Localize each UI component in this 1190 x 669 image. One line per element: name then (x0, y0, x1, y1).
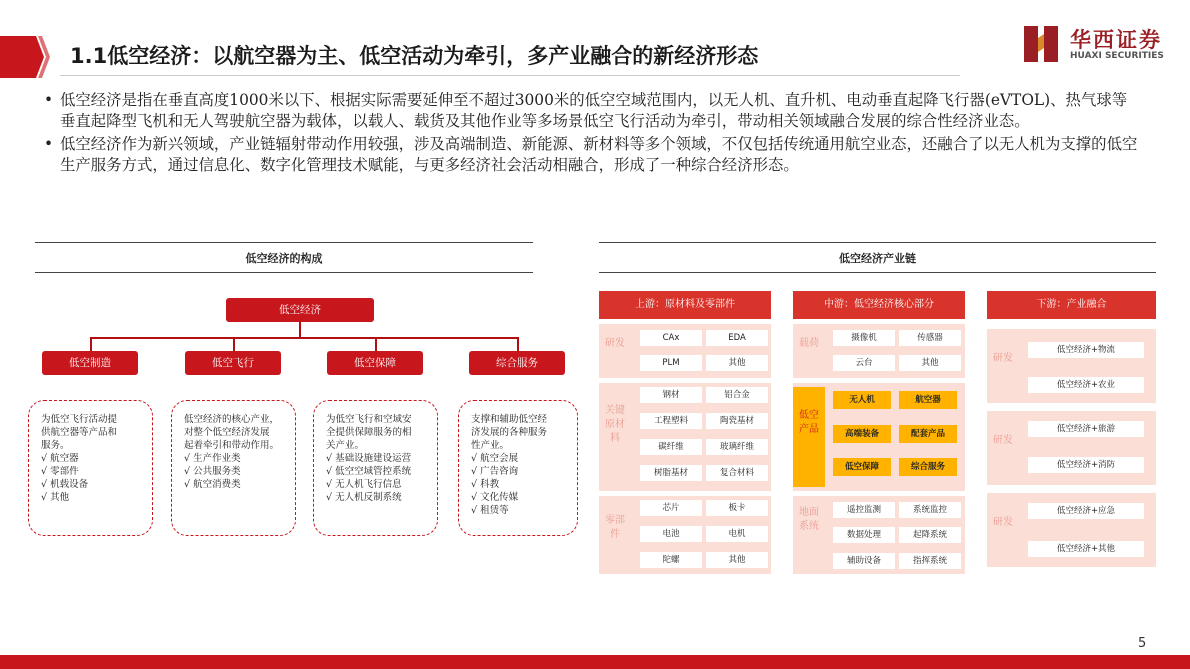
chain-cell: CAx (640, 330, 702, 346)
chain-cell: 低空经济+其他 (1028, 541, 1144, 557)
downstream-group-label: 研发 (993, 517, 1013, 528)
chain-cell: PLM (640, 355, 702, 371)
chain-cell: 起降系统 (899, 527, 961, 543)
chain-cell: 低空经济+农业 (1028, 377, 1144, 393)
tree-connector (299, 322, 301, 338)
upstream-group-label: 零部件 (605, 515, 625, 540)
tree-connector (90, 337, 92, 351)
midstream-header: 中游：低空经济核心部分 (793, 291, 965, 319)
branch-services: 综合服务 (469, 351, 565, 375)
chain-cell: 复合材料 (706, 465, 768, 481)
title-divider (60, 75, 960, 76)
midstream-group-label-bg (793, 387, 825, 487)
chain-top-rule (599, 242, 1156, 243)
chain-cell: 其他 (706, 355, 768, 371)
chain-cell: 电机 (706, 526, 768, 542)
tree-connector (90, 337, 518, 339)
chain-cell-highlight: 高端装备 (833, 425, 891, 443)
tree-connector (517, 337, 519, 351)
tree-connector (233, 337, 235, 351)
chain-cell: 树脂基材 (640, 465, 702, 481)
chain-cell: 碳纤维 (640, 439, 702, 455)
chain-bottom-rule (599, 272, 1156, 273)
tree-connector (375, 337, 377, 351)
chain-cell: 传感器 (899, 330, 961, 346)
chain-cell-highlight: 配套产品 (899, 425, 957, 443)
chain-cell: 系统监控 (899, 502, 961, 518)
chain-heading: 低空经济产业链 (839, 252, 916, 265)
upstream-header: 上游：原材料及零部件 (599, 291, 771, 319)
page-number: 5 (1138, 636, 1147, 651)
chain-cell: 低空经济+消防 (1028, 457, 1144, 473)
company-logo (1022, 24, 1172, 68)
chain-cell-highlight: 航空器 (899, 391, 957, 409)
upstream-group-label: 关键原材料 (605, 405, 625, 444)
chain-cell: 玻璃纤维 (706, 439, 768, 455)
logo-chinese-name: 华西证券 (1070, 27, 1162, 52)
branch-support: 低空保障 (327, 351, 423, 375)
chain-cell: 低空经济+物流 (1028, 342, 1144, 358)
chain-cell-highlight: 无人机 (833, 391, 891, 409)
chain-cell: 辅助设备 (833, 553, 895, 569)
branch-detail-support: 为低空飞行和空域安 全提供保障服务的相 关产业。 √ 基础设施建设运营 √ 低空空域管控系统 √ 无人机飞行信息 √ 无人机反制系统 (313, 400, 438, 536)
downstream-group-label: 研发 (993, 353, 1013, 364)
footer-bar (0, 655, 1190, 669)
page-title: 1.1低空经济：以航空器为主、低空活动为牵引，多产业融合的新经济形态 (70, 44, 759, 68)
chain-cell: 云台 (833, 355, 895, 371)
composition-root: 低空经济 (226, 298, 374, 322)
chain-cell: 遥控监测 (833, 502, 895, 518)
logo-english-name: HUAXI SECURITIES (1070, 51, 1164, 61)
intro-bullets (42, 90, 1142, 178)
branch-detail-services: 支撑和辅助低空经 济发展的各种服务 性产业。 √ 航空会展 √ 广告咨询 √ 科教 √ 文化传媒 √ 租赁等 (458, 400, 578, 536)
midstream-group-label: 低空产品 (799, 410, 819, 435)
chain-cell: 其他 (899, 355, 961, 371)
chain-cell: 指挥系统 (899, 553, 961, 569)
branch-flight: 低空飞行 (185, 351, 281, 375)
midstream-group-label: 地面系统 (799, 507, 819, 532)
chain-cell: 低空经济+应急 (1028, 503, 1144, 519)
composition-heading: 低空经济的构成 (245, 252, 323, 265)
upstream-group-label: 研发 (605, 338, 625, 349)
header-accent-shape (0, 36, 52, 78)
bullet-item: • 低空经济是指在垂直高度1000米以下、根据实际需要延伸至不超过3000米的低空空域范围内，以无人机、直升机、电动垂直起降飞行器(eVTOL)、热气球等垂直起降型飞机和无人驾驶航空器为载体，以载人、载货及其他作业等多场景低空飞行活动为牵引，带动相关领域融合发展的综合性经济业态。 (42, 90, 1142, 132)
downstream-group-label: 研发 (993, 435, 1013, 446)
chain-cell: 板卡 (706, 500, 768, 516)
chain-cell: 陶瓷基材 (706, 413, 768, 429)
chain-cell: 钢材 (640, 387, 702, 403)
logo-mark-icon (1022, 24, 1062, 64)
composition-bottom-rule (35, 272, 533, 273)
chain-cell: 数据处理 (833, 527, 895, 543)
branch-detail-flight: 低空经济的核心产业， 对整个低空经济发展 起着牵引和带动作用。 √ 生产作业类 √ 公共服务类 √ 航空消费类 (171, 400, 296, 536)
chain-cell-highlight: 综合服务 (899, 458, 957, 476)
chain-cell: 陀螺 (640, 552, 702, 568)
bullet-item: • 低空经济作为新兴领域，产业链辐射带动作用较强，涉及高端制造、新能源、新材料等多个领域，不仅包括传统通用航空业态，还融合了以无人机为支撑的低空生产服务方式，通过信息化、数字化管理技术赋能，与更多经济社会活动相融合，形成了一种综合经济形态。 (42, 134, 1142, 176)
branch-detail-manufacturing: 为低空飞行活动提 供航空器等产品和 服务。 √ 航空器 √ 零部件 √ 机载设备 √ 其他 (28, 400, 153, 536)
branch-manufacturing: 低空制造 (42, 351, 138, 375)
chain-cell: 芯片 (640, 500, 702, 516)
chain-cell: EDA (706, 330, 768, 346)
chain-cell: 其他 (706, 552, 768, 568)
midstream-group-label: 载荷 (799, 338, 819, 349)
chain-cell-highlight: 低空保障 (833, 458, 891, 476)
chain-cell: 电池 (640, 526, 702, 542)
chain-cell: 低空经济+旅游 (1028, 421, 1144, 437)
downstream-header: 下游：产业融合 (987, 291, 1156, 319)
chain-cell: 工程塑料 (640, 413, 702, 429)
composition-top-rule (35, 242, 533, 243)
chain-cell: 铝合金 (706, 387, 768, 403)
chain-cell: 摄像机 (833, 330, 895, 346)
